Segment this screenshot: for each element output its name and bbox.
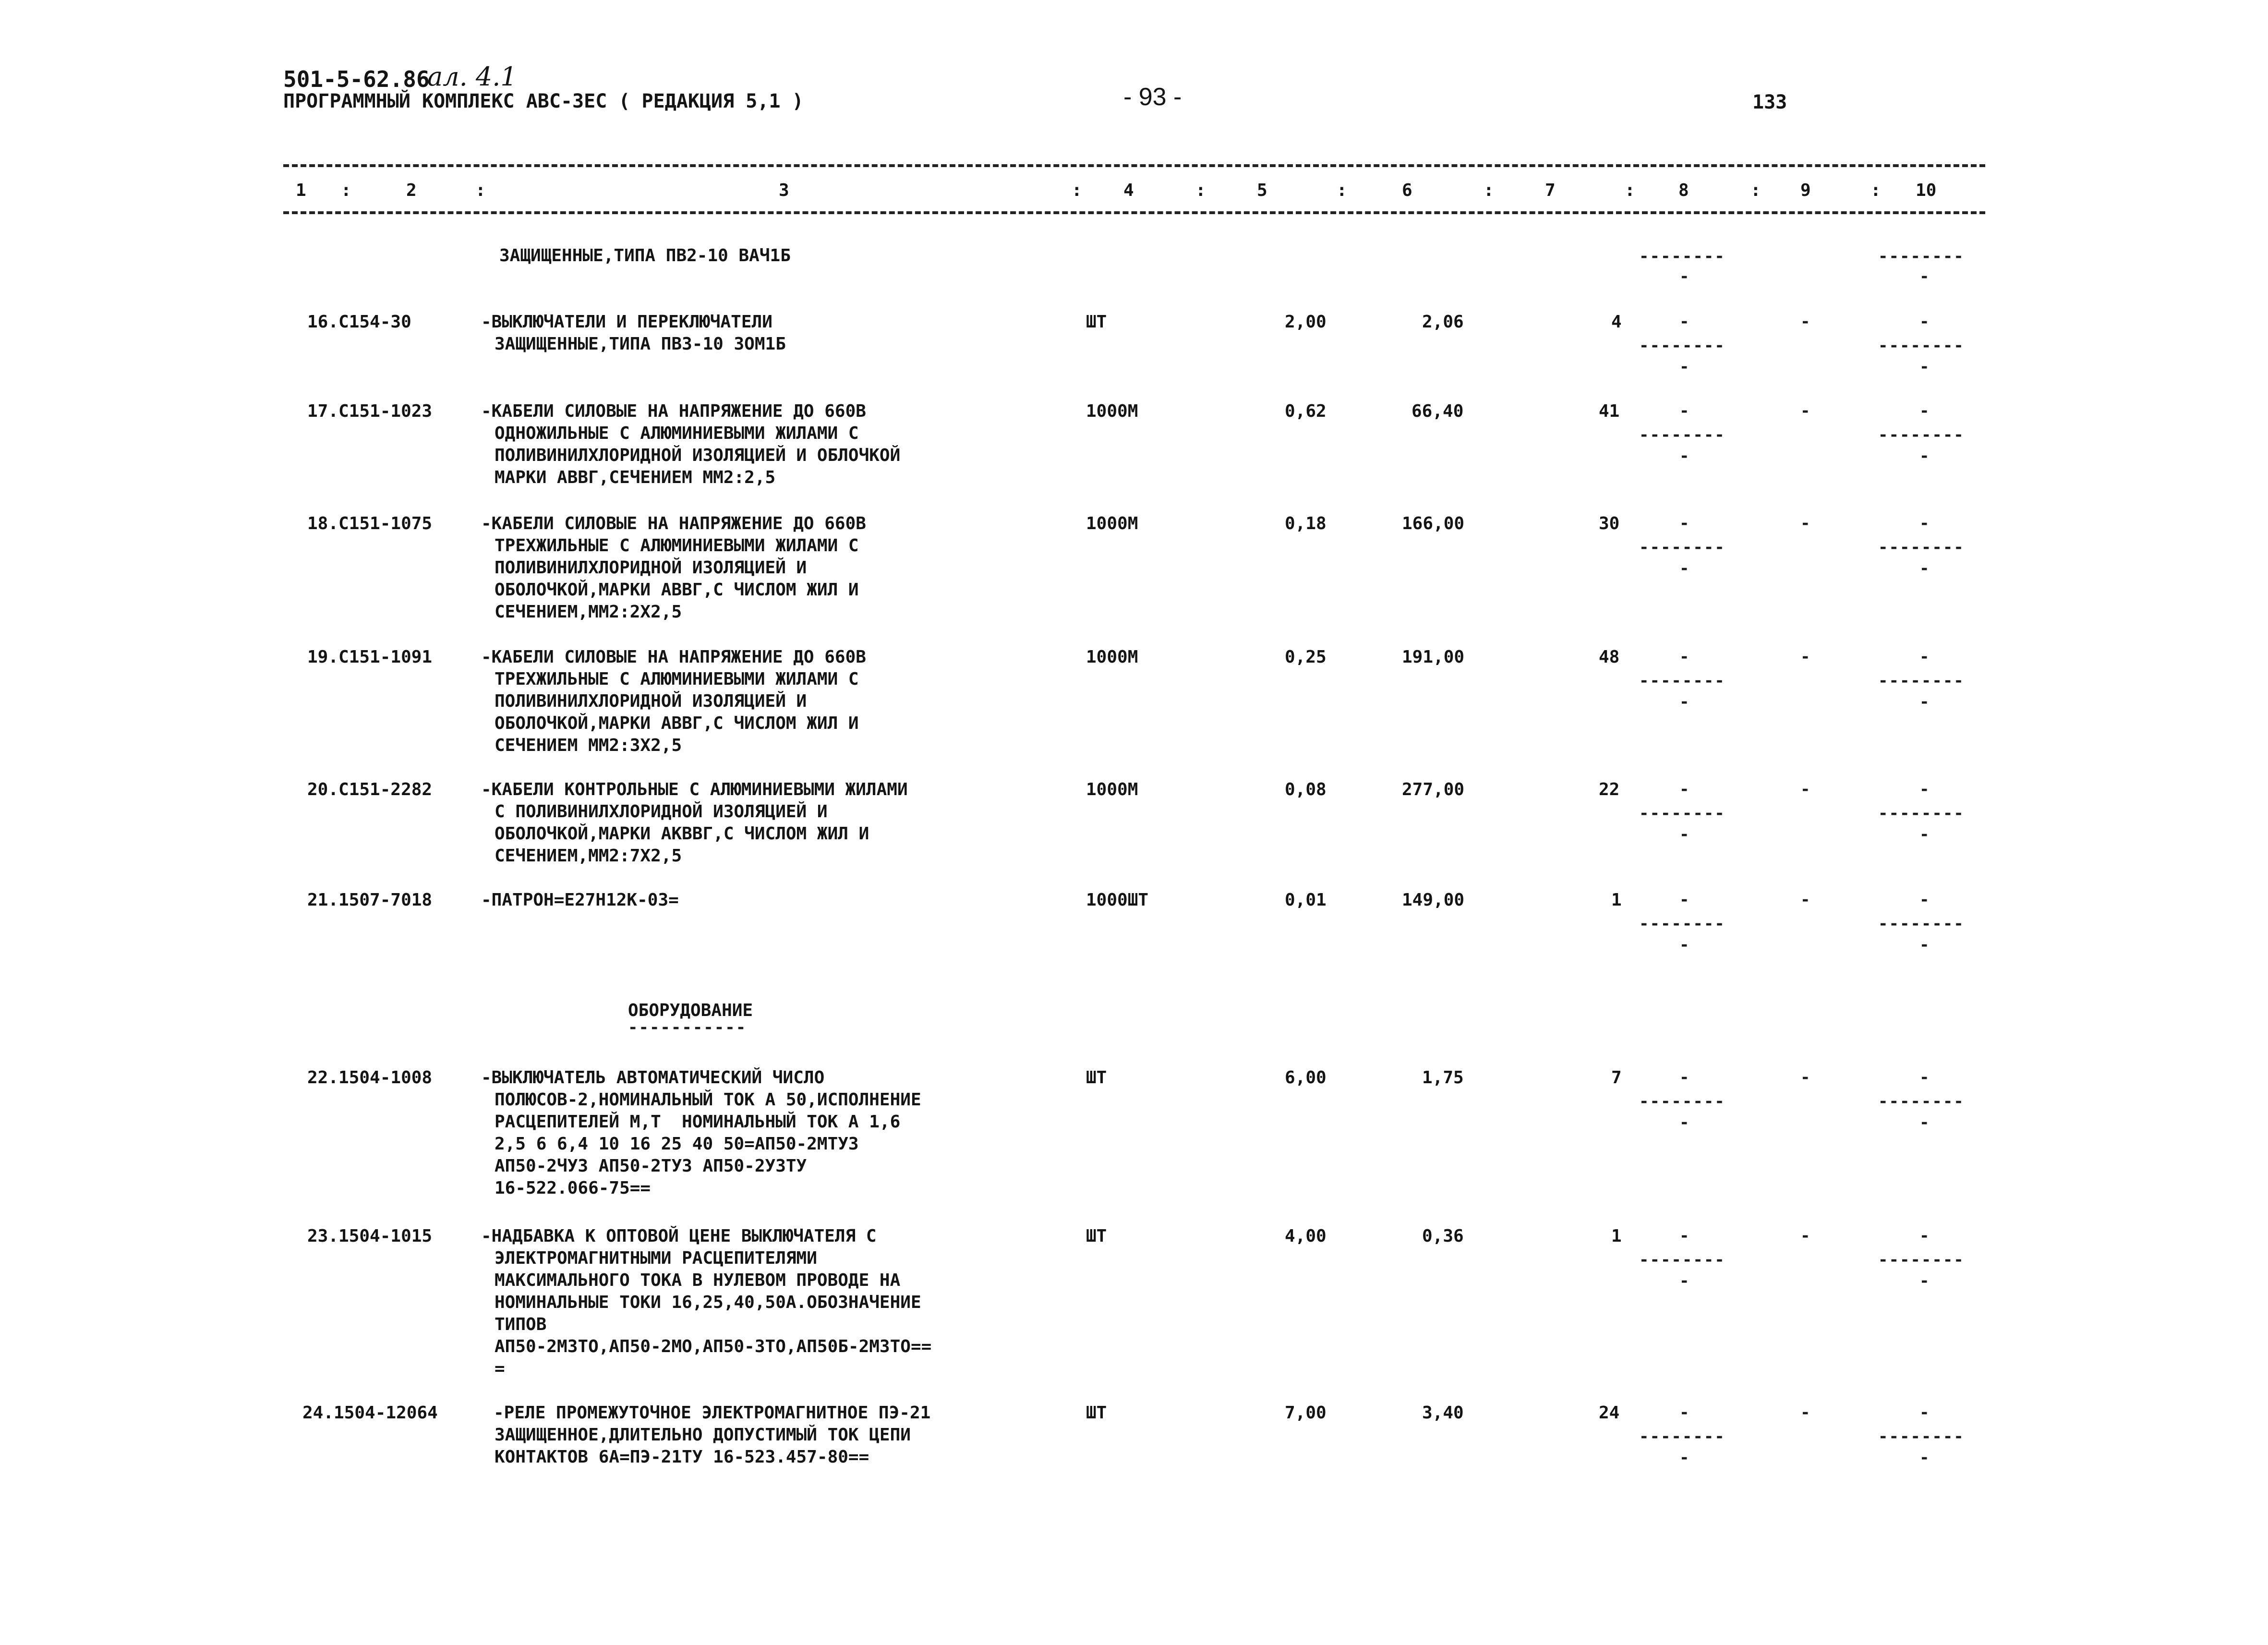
- row-col7: 7: [1611, 1068, 1622, 1088]
- row-price: 0,36: [1422, 1226, 1464, 1246]
- dash-mark: -: [1679, 447, 1690, 466]
- row-col7: 48: [1599, 647, 1620, 667]
- row-price: 166,00: [1402, 514, 1465, 533]
- row-desc-line: ОБОЛОЧКОЙ,МАРКИ АКВВГ,С ЧИСЛОМ ЖИЛ И: [495, 824, 869, 844]
- row-desc-line: =: [495, 1359, 505, 1379]
- row-desc-line: СЕЧЕНИЕМ,ММ2:2Х2,5: [495, 602, 682, 622]
- row-col7: 22: [1599, 780, 1620, 799]
- row-desc-line: -КАБЕЛИ КОНТРОЛЬНЫЕ С АЛЮМИНИЕВЫМИ ЖИЛАМИ: [481, 780, 908, 799]
- row-col10: -: [1919, 647, 1930, 666]
- program-title: ПРОГРАММНЫЙ КОМПЛЕКС АВС-3ЕС ( РЕДАКЦИЯ 5,1 ): [283, 90, 804, 112]
- row-desc-line: АП50-2ЧУЗ АП50-2ТУЗ АП50-2УЗТУ: [495, 1156, 807, 1176]
- col-separator: :: [1625, 181, 1635, 200]
- col-2: 2: [406, 181, 417, 200]
- row-id: 24.1504-12064: [302, 1403, 438, 1423]
- row-col8: -: [1679, 1068, 1690, 1087]
- col-4: 4: [1123, 181, 1134, 200]
- col-separator: :: [1072, 181, 1082, 200]
- row-col7: 30: [1599, 514, 1620, 533]
- dash-line: --------: [1639, 1427, 1725, 1446]
- row-col7: 24: [1599, 1403, 1620, 1423]
- dash-line: --------: [1878, 1250, 1965, 1270]
- sheet-number: 133: [1752, 91, 1787, 113]
- row-col8: -: [1679, 647, 1690, 666]
- col-separator: :: [1484, 181, 1494, 200]
- row-id: 17.С151-1023: [307, 401, 433, 421]
- dash-line: --------: [1639, 914, 1725, 933]
- row-qty: 2,00: [1285, 312, 1327, 332]
- row-desc-line: -РЕЛЕ ПРОМЕЖУТОЧНОЕ ЭЛЕКТРОМАГНИТНОЕ ПЭ-21: [494, 1403, 931, 1423]
- dash-line: --------: [1639, 336, 1725, 355]
- row-desc-line: КОНТАКТОВ 6А=ПЭ-21ТУ 16-523.457-80==: [495, 1447, 869, 1467]
- dash-mark: -: [1919, 1271, 1930, 1291]
- row-unit: 1000М: [1086, 647, 1138, 667]
- col-6: 6: [1402, 181, 1412, 200]
- col-separator: :: [1337, 181, 1347, 200]
- row-col9: -: [1800, 1403, 1811, 1422]
- dash-mark: -: [1919, 1448, 1930, 1467]
- col-separator: :: [475, 181, 486, 200]
- dash-line: --------: [1878, 804, 1965, 823]
- row-unit: ШТ: [1086, 1068, 1107, 1088]
- row-col9: -: [1800, 401, 1811, 421]
- group-title-protected: ЗАЩИЩЕННЫЕ,ТИПА ПВ2-10 ВАЧ1Б: [499, 246, 791, 266]
- row-desc-line: СЕЧЕНИЕМ,ММ2:7Х2,5: [495, 846, 682, 866]
- dash-line: --------: [1878, 671, 1965, 690]
- row-price: 66,40: [1411, 401, 1464, 421]
- handwritten-note: ал. 4.1: [427, 61, 517, 92]
- row-desc-line: -ВЫКЛЮЧАТЕЛЬ АВТОМАТИЧЕСКИЙ ЧИСЛО: [481, 1068, 825, 1088]
- dash-line: --------: [1878, 538, 1965, 557]
- row-desc-line: 16-522.066-75==: [495, 1178, 651, 1198]
- row-col9: -: [1800, 1226, 1811, 1246]
- group-title-equipment: ОБОРУДОВАНИЕ: [628, 1001, 753, 1020]
- col-9: 9: [1800, 181, 1811, 200]
- col-separator: :: [1195, 181, 1206, 200]
- group-underline: -----------: [628, 1018, 747, 1037]
- row-unit: 1000М: [1086, 514, 1138, 533]
- row-desc-line: -КАБЕЛИ СИЛОВЫЕ НА НАПРЯЖЕНИЕ ДО 660В: [481, 401, 866, 421]
- row-desc-line: ОБОЛОЧКОЙ,МАРКИ АВВГ,С ЧИСЛОМ ЖИЛ И: [495, 714, 859, 733]
- row-id: 20.С151-2282: [307, 780, 433, 799]
- row-qty: 0,62: [1285, 401, 1327, 421]
- row-unit: 1000М: [1086, 401, 1138, 421]
- row-col8: -: [1679, 780, 1690, 799]
- col-separator: :: [1870, 181, 1881, 200]
- row-desc-line: ОДНОЖИЛЬНЫЕ С АЛЮМИНИЕВЫМИ ЖИЛАМИ С: [495, 423, 859, 443]
- dash-mark: -: [1679, 1271, 1690, 1291]
- dash-mark: -: [1919, 935, 1930, 955]
- dash-mark: -: [1919, 267, 1930, 286]
- dash-mark: -: [1679, 1448, 1690, 1467]
- col-1: 1: [296, 181, 306, 200]
- row-price: 277,00: [1402, 780, 1465, 799]
- dash-line: --------: [1878, 1427, 1965, 1446]
- col-5: 5: [1257, 181, 1267, 200]
- row-col10: -: [1919, 401, 1930, 421]
- row-col8: -: [1679, 1226, 1690, 1246]
- header-rule-top: [283, 164, 1985, 167]
- row-id: 23.1504-1015: [307, 1226, 433, 1246]
- col-3: 3: [779, 181, 789, 200]
- row-id: 21.1507-7018: [307, 890, 433, 910]
- row-desc-line: ТРЕХЖИЛЬНЫЕ С АЛЮМИНИЕВЫМИ ЖИЛАМИ С: [495, 669, 859, 689]
- row-qty: 6,00: [1285, 1068, 1327, 1088]
- header-rule-bottom: [283, 211, 1985, 214]
- dash-mark: -: [1679, 935, 1690, 955]
- row-id: 22.1504-1008: [307, 1068, 433, 1088]
- col-7: 7: [1545, 181, 1556, 200]
- row-desc-line: РАСЦЕПИТЕЛЕЙ М,Т НОМИНАЛЬНЫЙ ТОК А 1,6: [495, 1112, 901, 1132]
- dash-line: --------: [1639, 671, 1725, 690]
- row-desc-line: ТИПОВ: [495, 1315, 547, 1334]
- row-unit: ШТ: [1086, 312, 1107, 332]
- col-separator: :: [341, 181, 351, 200]
- dash-line: --------: [1639, 804, 1725, 823]
- row-desc-line: -КАБЕЛИ СИЛОВЫЕ НА НАПРЯЖЕНИЕ ДО 660В: [481, 514, 866, 533]
- dash-mark: -: [1679, 267, 1690, 286]
- dash-mark: -: [1919, 1113, 1930, 1132]
- dash-mark: -: [1679, 1113, 1690, 1132]
- row-col8: -: [1679, 1403, 1690, 1422]
- row-col9: -: [1800, 890, 1811, 909]
- row-desc-line: ЗАЩИЩЕННОЕ,ДЛИТЕЛЬНО ДОПУСТИМЫЙ ТОК ЦЕПИ: [495, 1425, 911, 1445]
- dash-line: --------: [1639, 425, 1725, 445]
- dash-line: --------: [1639, 538, 1725, 557]
- dash-line: --------: [1878, 425, 1965, 445]
- dash-line: --------: [1639, 247, 1725, 266]
- row-desc-line: 2,5 6 6,4 10 16 25 40 50=АП50-2МТУЗ: [495, 1134, 859, 1154]
- row-desc-line: -ВЫКЛЮЧАТЕЛИ И ПЕРЕКЛЮЧАТЕЛИ: [481, 312, 772, 332]
- row-col9: -: [1800, 312, 1811, 331]
- row-desc-line: -КАБЕЛИ СИЛОВЫЕ НА НАПРЯЖЕНИЕ ДО 660В: [481, 647, 866, 667]
- row-desc-line: ЗАЩИЩЕННЫЕ,ТИПА ПВЗ-10 ЗОМ1Б: [495, 334, 786, 354]
- row-id: 19.С151-1091: [307, 647, 433, 667]
- col-8: 8: [1678, 181, 1689, 200]
- row-qty: 0,18: [1285, 514, 1327, 533]
- row-desc-line: ТРЕХЖИЛЬНЫЕ С АЛЮМИНИЕВЫМИ ЖИЛАМИ С: [495, 536, 859, 556]
- dash-mark: -: [1679, 692, 1690, 712]
- row-col9: -: [1800, 780, 1811, 799]
- row-desc-line: -НАДБАВКА К ОПТОВОЙ ЦЕНЕ ВЫКЛЮЧАТЕЛЯ С: [481, 1226, 877, 1246]
- dash-line: --------: [1639, 1250, 1725, 1270]
- row-price: 2,06: [1422, 312, 1464, 332]
- row-desc-line: НОМИНАЛЬНЫЕ ТОКИ 16,25,40,50А.ОБОЗНАЧЕНИЕ: [495, 1293, 921, 1312]
- row-col8: -: [1679, 890, 1690, 909]
- row-desc-line: ПОЛИВИНИЛХЛОРИДНОЙ ИЗОЛЯЦИЕЙ И ОБЛОЧКОЙ: [495, 446, 901, 465]
- dash-mark: -: [1919, 559, 1930, 578]
- row-col9: -: [1800, 514, 1811, 533]
- row-col7: 41: [1599, 401, 1620, 421]
- row-price: 149,00: [1402, 890, 1465, 910]
- dash-line: --------: [1878, 914, 1965, 933]
- row-col10: -: [1919, 514, 1930, 533]
- row-col7: 4: [1611, 312, 1622, 332]
- row-qty: 0,01: [1285, 890, 1327, 910]
- dash-mark: -: [1919, 447, 1930, 466]
- row-desc-line: ПОЛИВИНИЛХЛОРИДНОЙ ИЗОЛЯЦИЕЙ И: [495, 691, 807, 711]
- row-desc-line: С ПОЛИВИНИЛХЛОРИДНОЙ ИЗОЛЯЦИЕЙ И: [495, 802, 828, 822]
- row-qty: 0,25: [1285, 647, 1327, 667]
- row-desc-line: АП50-2МЗТО,АП50-2МО,АП50-3ТО,АП50Б-2МЗТО==: [495, 1337, 932, 1356]
- dash-line: --------: [1878, 336, 1965, 355]
- row-desc-line: МАРКИ АВВГ,СЕЧЕНИЕМ ММ2:2,5: [495, 468, 776, 487]
- row-price: 1,75: [1422, 1068, 1464, 1088]
- page-number: - 93 -: [1123, 83, 1182, 111]
- dash-mark: -: [1919, 825, 1930, 844]
- row-col10: -: [1919, 1226, 1930, 1246]
- row-col10: -: [1919, 890, 1930, 909]
- dash-line: --------: [1639, 1092, 1725, 1111]
- col-separator: :: [1750, 181, 1761, 200]
- row-col10: -: [1919, 1403, 1930, 1422]
- row-price: 191,00: [1402, 647, 1465, 667]
- dash-mark: -: [1679, 825, 1690, 844]
- row-desc-line: -ПАТРОН=Е27Н12К-03=: [481, 890, 679, 910]
- dash-mark: -: [1679, 559, 1690, 578]
- row-desc-line: ОБОЛОЧКОЙ,МАРКИ АВВГ,С ЧИСЛОМ ЖИЛ И: [495, 580, 859, 600]
- row-col8: -: [1679, 514, 1690, 533]
- row-qty: 7,00: [1285, 1403, 1327, 1423]
- col-10: 10: [1916, 181, 1937, 200]
- row-unit: 1000М: [1086, 780, 1138, 799]
- row-col9: -: [1800, 647, 1811, 666]
- dash-mark: -: [1919, 357, 1930, 376]
- row-col7: 1: [1611, 1226, 1622, 1246]
- row-col9: -: [1800, 1068, 1811, 1087]
- row-desc-line: ЭЛЕКТРОМАГНИТНЫМИ РАСЦЕПИТЕЛЯМИ: [495, 1248, 817, 1268]
- dash-mark: -: [1919, 692, 1930, 712]
- row-unit: 1000ШТ: [1086, 890, 1149, 910]
- row-col8: -: [1679, 312, 1690, 331]
- row-desc-line: СЕЧЕНИЕМ ММ2:3Х2,5: [495, 736, 682, 755]
- row-id: 16.С154-30: [307, 312, 411, 332]
- row-unit: ШТ: [1086, 1226, 1107, 1246]
- row-desc-line: ПОЛЮСОВ-2,НОМИНАЛЬНЫЙ ТОК А 50,ИСПОЛНЕНИЕ: [495, 1090, 921, 1110]
- dash-line: --------: [1878, 247, 1965, 266]
- row-col10: -: [1919, 312, 1930, 331]
- row-unit: ШТ: [1086, 1403, 1107, 1423]
- row-col7: 1: [1611, 890, 1622, 910]
- row-col10: -: [1919, 1068, 1930, 1087]
- row-col10: -: [1919, 780, 1930, 799]
- doc-code: 501-5-62.86: [283, 66, 430, 92]
- dash-line: --------: [1878, 1092, 1965, 1111]
- row-col8: -: [1679, 401, 1690, 421]
- row-qty: 4,00: [1285, 1226, 1327, 1246]
- row-qty: 0,08: [1285, 780, 1327, 799]
- dash-mark: -: [1679, 357, 1690, 376]
- row-desc-line: МАКСИМАЛЬНОГО ТОКА В НУЛЕВОМ ПРОВОДЕ НА: [495, 1270, 901, 1290]
- row-desc-line: ПОЛИВИНИЛХЛОРИДНОЙ ИЗОЛЯЦИЕЙ И: [495, 558, 807, 578]
- row-price: 3,40: [1422, 1403, 1464, 1423]
- row-id: 18.С151-1075: [307, 514, 433, 533]
